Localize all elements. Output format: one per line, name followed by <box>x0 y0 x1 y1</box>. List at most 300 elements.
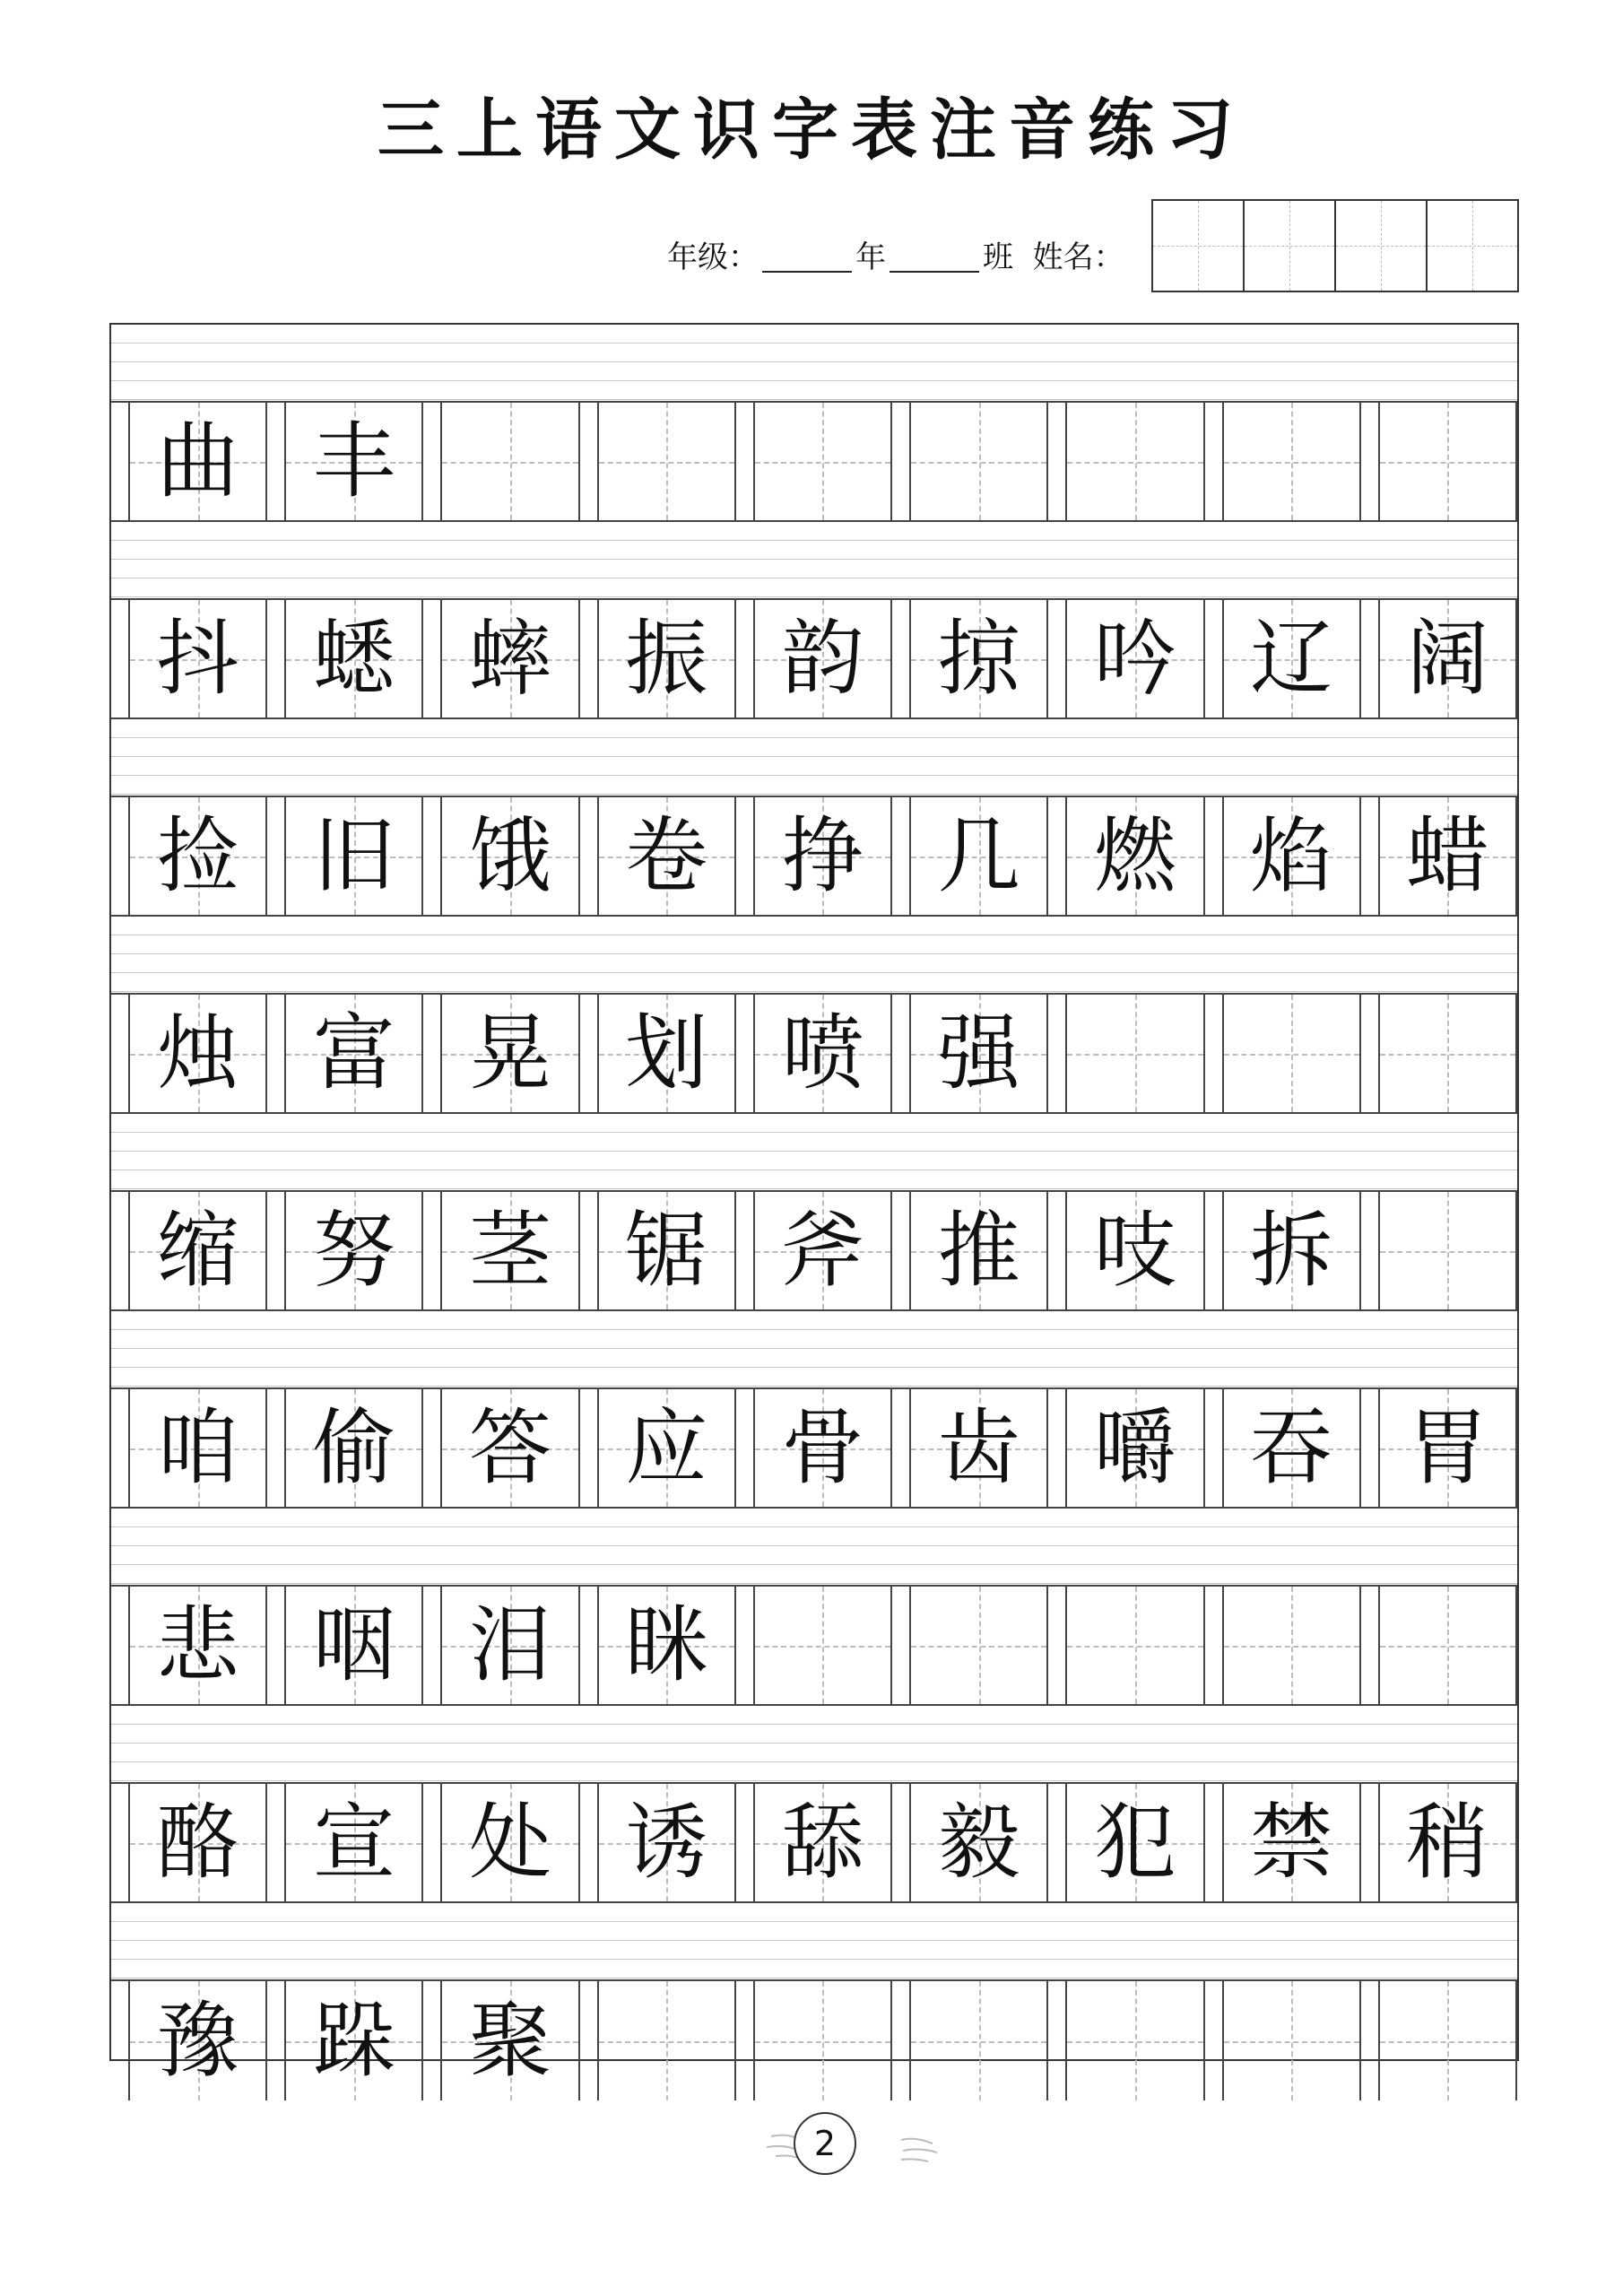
cell-gap <box>423 1587 442 1704</box>
tianzi-box[interactable] <box>1380 1784 1517 1901</box>
character-cell <box>423 403 579 520</box>
tianzi-box[interactable] <box>286 1389 423 1507</box>
character-cell <box>423 1981 579 2100</box>
tianzi-box[interactable] <box>1067 1192 1204 1309</box>
character-cell <box>1361 1784 1517 1901</box>
hanzi-character: 晃 <box>469 1004 552 1101</box>
student-info <box>667 239 1124 275</box>
tianzi-box[interactable] <box>286 600 423 718</box>
character-cell <box>1205 1784 1361 1901</box>
practice-grid <box>109 323 1519 2089</box>
hanzi-character: 阔 <box>1406 610 1489 707</box>
tianzi-box[interactable] <box>286 1192 423 1309</box>
character-cell <box>1361 1192 1517 1309</box>
hanzi-character: 焰 <box>1250 807 1333 904</box>
tianzi-box[interactable] <box>1224 797 1361 915</box>
tianzi-box[interactable] <box>442 1981 579 2100</box>
character-cell <box>1205 1981 1361 2100</box>
pinyin-lines[interactable] <box>111 1706 1517 1784</box>
tianzi-box[interactable] <box>755 1587 892 1704</box>
character-cell <box>736 1784 892 1901</box>
tianzi-box[interactable] <box>599 995 736 1112</box>
hanzi-character: 缩 <box>156 1202 239 1299</box>
character-row <box>111 1587 1517 1706</box>
hanzi-character: 挣 <box>781 807 864 904</box>
tianzi-box[interactable] <box>911 995 1048 1112</box>
tianzi-box[interactable] <box>599 403 736 520</box>
character-cell <box>423 600 579 718</box>
name-label: 姓名： <box>1032 239 1124 275</box>
pinyin-lines[interactable] <box>111 917 1517 995</box>
character-cell <box>892 1389 1048 1507</box>
cell-gap <box>423 797 442 915</box>
character-cell <box>1205 1389 1361 1507</box>
cell-gap <box>1205 1587 1224 1704</box>
cell-gap <box>736 797 755 915</box>
cell-gap <box>1205 797 1224 915</box>
character-cell <box>423 1587 579 1704</box>
tianzi-box[interactable] <box>1224 600 1361 718</box>
page-title: 三上语文识字表注音练习 <box>378 91 1245 169</box>
hanzi-character: 几 <box>937 807 1020 904</box>
tianzi-box[interactable] <box>130 797 267 915</box>
pinyin-lines[interactable] <box>111 1114 1517 1192</box>
character-cell <box>736 995 892 1112</box>
character-cell <box>736 1389 892 1507</box>
character-cell <box>267 1587 423 1704</box>
tianzi-box[interactable] <box>1224 403 1361 520</box>
hanzi-character: 蜡 <box>1406 807 1489 904</box>
character-cell <box>892 995 1048 1112</box>
tianzi-box[interactable] <box>130 600 267 718</box>
tianzi-box[interactable] <box>1067 1784 1204 1901</box>
cell-gap <box>1048 1192 1067 1309</box>
tianzi-box[interactable] <box>599 600 736 718</box>
cell-gap <box>1048 1389 1067 1507</box>
tianzi-box[interactable] <box>1380 797 1517 915</box>
cell-gap <box>1205 1784 1224 1901</box>
character-cell <box>736 797 892 915</box>
cell-gap <box>736 403 755 520</box>
pinyin-lines[interactable] <box>111 719 1517 797</box>
cell-gap <box>111 1389 130 1507</box>
cell-gap <box>111 1587 130 1704</box>
tianzi-box[interactable] <box>442 1784 579 1901</box>
cell-gap <box>267 403 286 520</box>
cell-gap <box>1048 1587 1067 1704</box>
tianzi-box[interactable] <box>755 1784 892 1901</box>
character-cell <box>423 995 579 1112</box>
character-cell <box>892 1981 1048 2100</box>
name-box[interactable] <box>1245 201 1336 291</box>
hanzi-character: 应 <box>625 1399 708 1496</box>
tianzi-box[interactable] <box>286 403 423 520</box>
hanzi-character: 卷 <box>625 807 708 904</box>
tianzi-box[interactable] <box>1224 1192 1361 1309</box>
cell-gap <box>1361 1192 1380 1309</box>
character-cell <box>580 403 736 520</box>
tianzi-box[interactable] <box>1224 1389 1361 1507</box>
character-cell <box>111 1981 267 2100</box>
cell-gap <box>736 1784 755 1901</box>
character-cell <box>1048 1192 1204 1309</box>
tianzi-box[interactable] <box>130 995 267 1112</box>
character-cell <box>111 1389 267 1507</box>
tianzi-box[interactable] <box>1380 600 1517 718</box>
hanzi-character: 吱 <box>1093 1202 1176 1299</box>
tianzi-box[interactable] <box>755 995 892 1112</box>
name-box[interactable] <box>1153 201 1245 291</box>
tianzi-box[interactable] <box>130 1981 267 2100</box>
hanzi-character: 咱 <box>156 1399 239 1496</box>
character-cell <box>580 1981 736 2100</box>
hanzi-character: 旧 <box>312 807 395 904</box>
tianzi-box[interactable] <box>755 1192 892 1309</box>
hanzi-character: 处 <box>469 1794 552 1891</box>
character-cell <box>1361 1981 1517 2100</box>
cell-gap <box>892 995 911 1112</box>
tianzi-box[interactable] <box>1067 995 1204 1112</box>
cell-gap <box>892 1981 911 2100</box>
class-label: 班 <box>983 239 1013 275</box>
tianzi-box[interactable] <box>911 1389 1048 1507</box>
hanzi-character: 跺 <box>312 1992 395 2089</box>
tianzi-box[interactable] <box>755 1389 892 1507</box>
character-cell <box>267 1389 423 1507</box>
cell-gap <box>1205 1981 1224 2100</box>
cell-gap <box>736 1981 755 2100</box>
cell-gap <box>111 1981 130 2100</box>
tianzi-box[interactable] <box>130 1192 267 1309</box>
tianzi-box[interactable] <box>130 403 267 520</box>
character-cell <box>580 797 736 915</box>
hanzi-character: 答 <box>469 1399 552 1496</box>
tianzi-box[interactable] <box>599 1587 736 1704</box>
name-box[interactable] <box>1336 201 1428 291</box>
cell-gap <box>892 1587 911 1704</box>
character-cell <box>1048 1981 1204 2100</box>
character-cell <box>1205 600 1361 718</box>
character-row <box>111 403 1517 522</box>
hanzi-character: 茎 <box>469 1202 552 1299</box>
hanzi-character: 嚼 <box>1093 1399 1176 1496</box>
tianzi-box[interactable] <box>599 1389 736 1507</box>
character-cell <box>736 1981 892 2100</box>
cell-gap <box>111 1784 130 1901</box>
tianzi-box[interactable] <box>286 797 423 915</box>
hanzi-character: 禁 <box>1250 1794 1333 1891</box>
character-row <box>111 600 1517 719</box>
character-cell <box>736 403 892 520</box>
character-cell <box>892 1192 1048 1309</box>
cell-gap <box>736 995 755 1112</box>
cell-gap <box>111 797 130 915</box>
cell-gap <box>580 1192 599 1309</box>
pinyin-lines[interactable] <box>111 1311 1517 1389</box>
character-cell <box>111 1587 267 1704</box>
hanzi-character: 拆 <box>1250 1202 1333 1299</box>
character-cell <box>1361 797 1517 915</box>
character-cell <box>423 797 579 915</box>
tianzi-box[interactable] <box>1380 1192 1517 1309</box>
cell-gap <box>423 995 442 1112</box>
tianzi-box[interactable] <box>442 995 579 1112</box>
tianzi-box[interactable] <box>442 403 579 520</box>
cell-gap <box>267 1784 286 1901</box>
character-cell <box>267 403 423 520</box>
tianzi-box[interactable] <box>1380 1981 1517 2100</box>
tianzi-box[interactable] <box>286 1981 423 2100</box>
cell-gap <box>1361 1981 1380 2100</box>
cell-gap <box>1048 995 1067 1112</box>
name-box[interactable] <box>1428 201 1517 291</box>
hanzi-character: 划 <box>625 1004 708 1101</box>
hanzi-character: 振 <box>625 610 708 707</box>
hanzi-character: 酪 <box>156 1794 239 1891</box>
cell-gap <box>423 403 442 520</box>
tianzi-box[interactable] <box>911 1784 1048 1901</box>
hanzi-character: 韵 <box>781 610 864 707</box>
year-label: 年 <box>855 239 886 275</box>
tianzi-box[interactable] <box>755 600 892 718</box>
character-cell <box>736 600 892 718</box>
character-cell <box>423 1192 579 1309</box>
name-writing-boxes[interactable] <box>1151 199 1519 292</box>
hanzi-character: 蟋 <box>312 610 395 707</box>
cell-gap <box>580 1784 599 1901</box>
hanzi-character: 舔 <box>781 1794 864 1891</box>
character-cell <box>1048 1587 1204 1704</box>
hanzi-character: 捡 <box>156 807 239 904</box>
cell-gap <box>423 1192 442 1309</box>
character-cell <box>736 1587 892 1704</box>
tianzi-box[interactable] <box>286 1587 423 1704</box>
cell-gap <box>1048 600 1067 718</box>
hanzi-character: 悲 <box>156 1596 239 1693</box>
character-cell <box>1205 1192 1361 1309</box>
hanzi-character: 胃 <box>1406 1399 1489 1496</box>
tianzi-box[interactable] <box>599 797 736 915</box>
tianzi-box[interactable] <box>911 797 1048 915</box>
hanzi-character: 强 <box>937 1004 1020 1101</box>
cell-gap <box>1361 1587 1380 1704</box>
cell-gap <box>892 600 911 718</box>
cell-gap <box>1205 995 1224 1112</box>
cell-gap <box>423 1981 442 2100</box>
character-row <box>111 1192 1517 1311</box>
cell-gap <box>1205 1389 1224 1507</box>
cell-gap <box>267 600 286 718</box>
hanzi-character: 喷 <box>781 1004 864 1101</box>
character-cell <box>1205 403 1361 520</box>
hanzi-character: 烛 <box>156 1004 239 1101</box>
hanzi-character: 燃 <box>1093 807 1176 904</box>
hanzi-character: 饿 <box>469 807 552 904</box>
hanzi-character: 宣 <box>312 1794 395 1891</box>
character-cell <box>892 600 1048 718</box>
character-cell <box>423 1784 579 1901</box>
character-cell <box>1048 600 1204 718</box>
hanzi-character: 曲 <box>156 413 239 509</box>
hanzi-character: 偷 <box>312 1399 395 1496</box>
tianzi-box[interactable] <box>130 1389 267 1507</box>
tianzi-box[interactable] <box>911 1192 1048 1309</box>
character-cell <box>111 403 267 520</box>
character-cell <box>1048 1389 1204 1507</box>
hanzi-character: 泪 <box>469 1596 552 1693</box>
tianzi-box[interactable] <box>442 797 579 915</box>
tianzi-box[interactable] <box>599 1784 736 1901</box>
hanzi-character: 辽 <box>1250 610 1333 707</box>
tianzi-box[interactable] <box>1067 1587 1204 1704</box>
cell-gap <box>736 1587 755 1704</box>
character-cell <box>1361 600 1517 718</box>
cell-gap <box>267 1587 286 1704</box>
character-cell <box>580 1784 736 1901</box>
hanzi-character: 掠 <box>937 610 1020 707</box>
character-cell <box>1205 797 1361 915</box>
tianzi-box[interactable] <box>1224 995 1361 1112</box>
character-cell <box>111 797 267 915</box>
tianzi-box[interactable] <box>442 1587 579 1704</box>
tianzi-box[interactable] <box>599 1192 736 1309</box>
tianzi-box[interactable] <box>442 600 579 718</box>
hanzi-character: 吟 <box>1093 610 1176 707</box>
cell-gap <box>1361 1389 1380 1507</box>
character-cell <box>1361 1389 1517 1507</box>
tianzi-box[interactable] <box>911 1587 1048 1704</box>
hanzi-character: 眯 <box>625 1596 708 1693</box>
character-cell <box>1361 995 1517 1112</box>
cell-gap <box>111 403 130 520</box>
cell-gap <box>580 1389 599 1507</box>
cell-gap <box>267 1192 286 1309</box>
tianzi-box[interactable] <box>911 403 1048 520</box>
character-cell <box>267 1192 423 1309</box>
character-cell <box>111 600 267 718</box>
tianzi-box[interactable] <box>1067 797 1204 915</box>
tianzi-box[interactable] <box>130 1784 267 1901</box>
character-cell <box>1361 403 1517 520</box>
character-cell <box>580 1587 736 1704</box>
character-cell <box>736 1192 892 1309</box>
tianzi-box[interactable] <box>1067 403 1204 520</box>
cell-gap <box>580 1587 599 1704</box>
character-cell <box>267 797 423 915</box>
character-row <box>111 1981 1517 2100</box>
character-cell <box>892 1784 1048 1901</box>
tianzi-box[interactable] <box>1380 1389 1517 1507</box>
cell-gap <box>111 995 130 1112</box>
character-cell <box>111 995 267 1112</box>
character-row <box>111 1389 1517 1509</box>
hanzi-character: 聚 <box>469 1992 552 2089</box>
tianzi-box[interactable] <box>1380 403 1517 520</box>
tianzi-box[interactable] <box>755 1981 892 2100</box>
pinyin-lines[interactable] <box>111 1903 1517 1981</box>
tianzi-box[interactable] <box>755 797 892 915</box>
cell-gap <box>580 995 599 1112</box>
tianzi-box[interactable] <box>1067 1389 1204 1507</box>
cell-gap <box>1205 403 1224 520</box>
cell-gap <box>423 1389 442 1507</box>
character-cell <box>580 995 736 1112</box>
character-cell <box>1048 797 1204 915</box>
tianzi-box[interactable] <box>911 1981 1048 2100</box>
cell-gap <box>1205 1192 1224 1309</box>
cell-gap <box>892 1192 911 1309</box>
hanzi-character: 稍 <box>1406 1794 1489 1891</box>
tianzi-box[interactable] <box>599 1981 736 2100</box>
character-cell <box>892 1587 1048 1704</box>
character-cell <box>267 995 423 1112</box>
grade-label: 年级： <box>667 239 759 275</box>
hanzi-character: 毅 <box>937 1794 1020 1891</box>
cell-gap <box>892 1784 911 1901</box>
hanzi-character: 吞 <box>1250 1399 1333 1496</box>
cell-gap <box>736 1192 755 1309</box>
tianzi-box[interactable] <box>1224 1587 1361 1704</box>
cell-gap <box>1361 995 1380 1112</box>
character-cell <box>580 1389 736 1507</box>
hanzi-character: 斧 <box>781 1202 864 1299</box>
cell-gap <box>736 1389 755 1507</box>
cell-gap <box>580 600 599 718</box>
tianzi-box[interactable] <box>1224 1981 1361 2100</box>
hanzi-character: 锯 <box>625 1202 708 1299</box>
character-cell <box>892 797 1048 915</box>
hanzi-character: 蟀 <box>469 610 552 707</box>
cell-gap <box>1048 1784 1067 1901</box>
tianzi-box[interactable] <box>286 995 423 1112</box>
cell-gap <box>1361 1784 1380 1901</box>
tianzi-box[interactable] <box>1380 995 1517 1112</box>
tianzi-box[interactable] <box>442 1389 579 1507</box>
pinyin-lines[interactable] <box>111 1509 1517 1587</box>
pinyin-lines[interactable] <box>111 325 1517 403</box>
cell-gap <box>111 600 130 718</box>
hanzi-character: 咽 <box>312 1596 395 1693</box>
cell-gap <box>1205 600 1224 718</box>
cell-gap <box>580 797 599 915</box>
hanzi-character: 齿 <box>937 1399 1020 1496</box>
cell-gap <box>736 600 755 718</box>
tianzi-box[interactable] <box>911 600 1048 718</box>
tianzi-box[interactable] <box>442 1192 579 1309</box>
class-blank[interactable] <box>890 244 979 273</box>
cell-gap <box>267 1981 286 2100</box>
grade-blank[interactable] <box>762 244 852 273</box>
character-cell <box>1048 995 1204 1112</box>
tianzi-box[interactable] <box>755 403 892 520</box>
tianzi-box[interactable] <box>1067 600 1204 718</box>
cell-gap <box>1048 403 1067 520</box>
pinyin-lines[interactable] <box>111 522 1517 600</box>
character-cell <box>1205 995 1361 1112</box>
hanzi-character: 抖 <box>156 610 239 707</box>
character-cell <box>267 1981 423 2100</box>
tianzi-box[interactable] <box>130 1587 267 1704</box>
hanzi-character: 骨 <box>781 1399 864 1496</box>
hanzi-character: 丰 <box>312 413 395 509</box>
tianzi-box[interactable] <box>1224 1784 1361 1901</box>
character-cell <box>580 600 736 718</box>
tianzi-box[interactable] <box>1067 1981 1204 2100</box>
character-cell <box>1048 403 1204 520</box>
tianzi-box[interactable] <box>1380 1587 1517 1704</box>
tianzi-box[interactable] <box>286 1784 423 1901</box>
cell-gap <box>580 403 599 520</box>
